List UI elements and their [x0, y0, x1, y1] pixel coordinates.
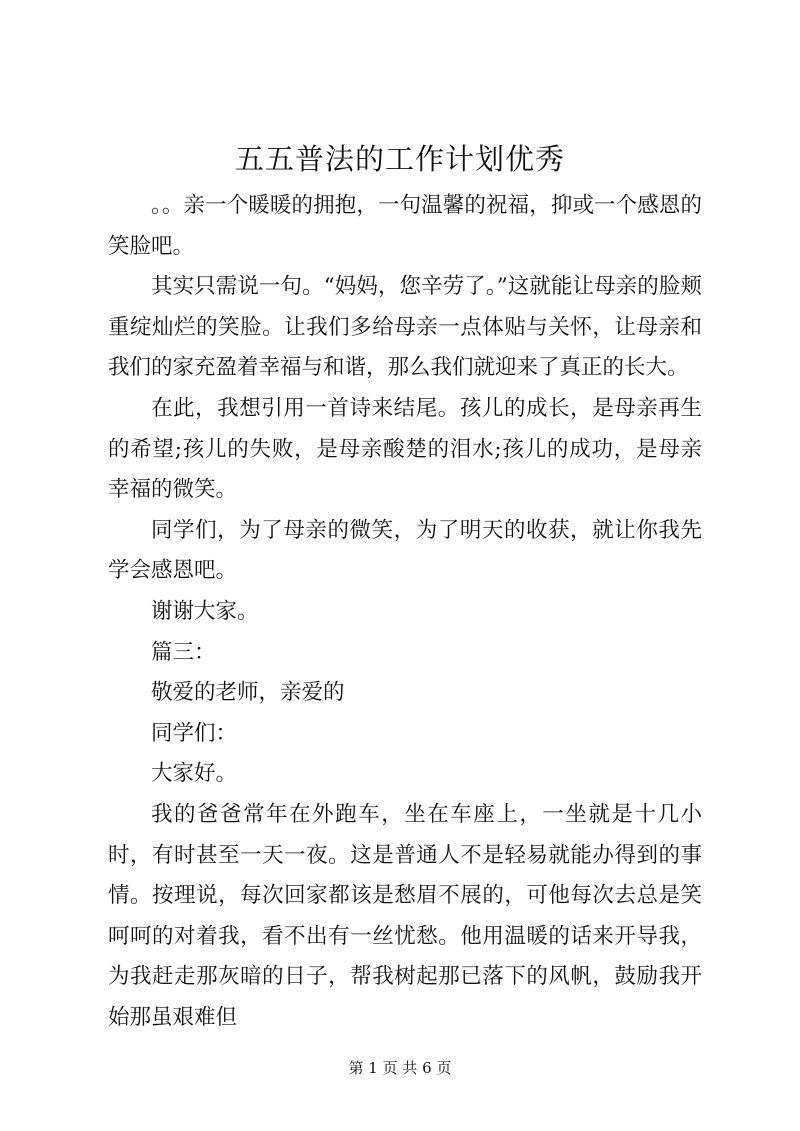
paragraph: 敬爱的老师，亲爱的 [151, 680, 345, 706]
document-title: 五五普法的工作计划优秀 [234, 142, 565, 176]
paragraph: 其实只需说一句。“妈妈，您辛劳了。”这就能让母亲的脸颊重绽灿烂的笑脸。让我们多给母亲一点体贴与关怀，让母亲和我们的家充盈着幸福与和谐，那么我们就迎来了真正的长大。 [108, 274, 702, 381]
paragraph: 谢谢大家。 [151, 598, 259, 624]
paragraph: 同学们： [151, 720, 238, 746]
paragraph: 大家好。 [151, 761, 238, 787]
paragraph: 同学们，为了母亲的微笑，为了明天的收获，就让你我先学会感恩吧。 [108, 517, 702, 584]
page-footer: 第 1 页 共 6 页 [348, 1059, 452, 1077]
paragraph: 。。亲一个暖暖的拥抱，一句温馨的祝福，抑或一个感恩的笑脸吧。 [108, 193, 702, 259]
paragraph: 在此，我想引用一首诗来结尾。孩儿的成长，是母亲再生的希望;孩儿的失败，是母亲酸楚的泪水;孩儿的成功，是母亲幸福的微笑。 [108, 395, 702, 503]
paragraph: 篇三： [151, 639, 216, 665]
paragraph: 我的爸爸常年在外跑车，坐在车座上，一坐就是十几小时，有时甚至一天一夜。这是普通人不是轻易就能办得到的事情。按理说，每次回家都该是愁眉不展的，可他每次去总是笑呵呵的对着我，看不出有一丝忧愁。他用温暖的话来开导我，为我赶走那灰暗的日子，帮我树起那已落下的风帆，鼓励我开始那虽艰难但 [108, 801, 702, 1030]
document-body [108, 186, 702, 1038]
